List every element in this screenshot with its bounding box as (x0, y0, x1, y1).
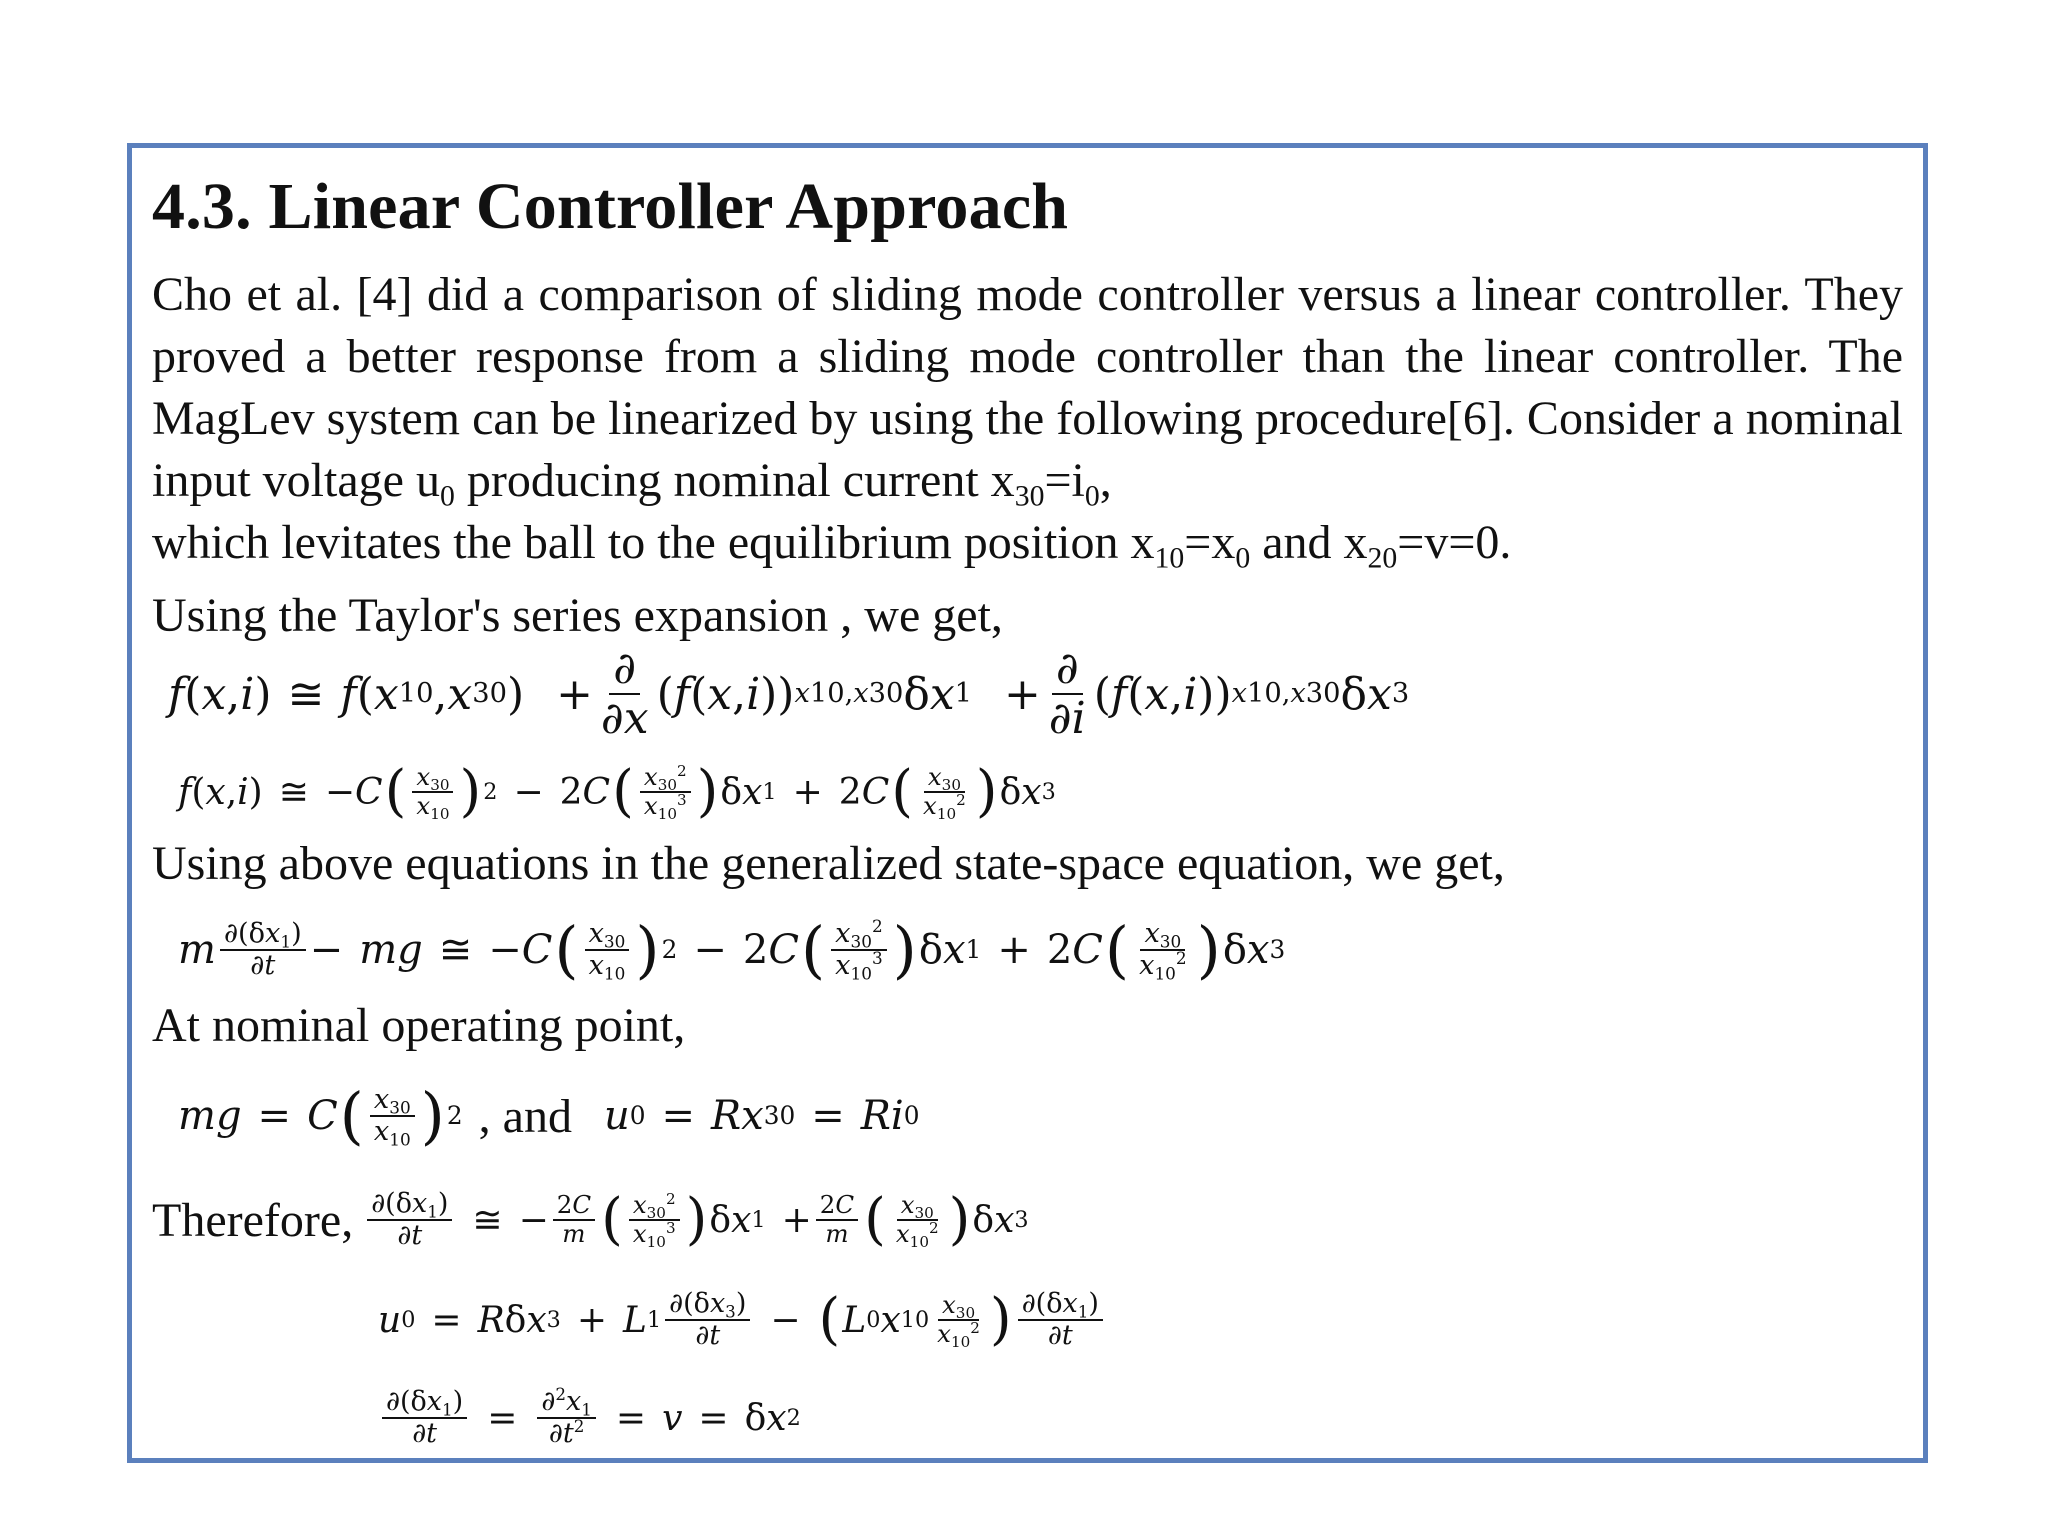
paragraph-text-6: =x (1184, 516, 1236, 569)
nominal-intro: At nominal operating point, (152, 999, 686, 1052)
section-title: 4.3. Linear Controller Approach (152, 170, 1069, 243)
paragraph-sub-x30: 30 (1014, 479, 1045, 513)
paragraph-sub-u0: 0 (439, 479, 455, 513)
paragraph-sub-x10: 10 (1154, 541, 1185, 575)
state-space-intro: Using above equations in the generalized state-space equation, we get, (152, 837, 1505, 890)
equation-voltage: u 0 = R δ x 3 + L 1 $\frac{\partial(\delta x_3)}{\partial t}$ − ( L 0 x 10 $\frac{x_{30}}{x_{10}^2}$ ) $\frac{\partial(\delta x_1)}{\partial t}$ (378, 1272, 1107, 1368)
paragraph-text-7: and x (1250, 516, 1368, 569)
equation-block-1 (152, 642, 1903, 1082)
equation-velocity: $\frac{\partial(\delta x_1)}{\partial t}$ = $\frac{\partial^2x_1}{\partial t^2}$ = v = δ x 2 (378, 1370, 801, 1466)
and-text: , and (478, 1089, 572, 1143)
intro-paragraph (152, 264, 1903, 574)
paragraph-sub-i0: 0 (1084, 479, 1100, 513)
equation-therefore: Therefore, $\frac{\partial(\delta x_1)}{\partial t}$ ≅ − $\frac{2C}{m}$ ( $\frac{x_{30}^2}{x_{10}^3}$ ) δ x 1 + $\frac{2C}{m}$ ( $\frac{x_{30}}{x_{10}^2}$ ) δ x 3 (152, 1187, 1029, 1253)
equation-state-space: m $\frac{\partial(\delta x_1)}{\partial t}$ − m g ≅ − C ( $\frac{x_{30}}{x_{10}}$ ) 2 − 2 C ( $\frac{x_{30}^2}{x_{10}^3}$ ) δ x 1 + 2 C ( $\frac{x_{30}}{x_{10}^2}$ ) δ x 3 (178, 913, 1286, 986)
slide-frame (127, 143, 1928, 1463)
paragraph-text-2: producing nominal current x (454, 454, 1015, 507)
therefore-text: Therefore, (152, 1193, 354, 1247)
paragraph-text-5: which levitates the ball to the equilibrium position x (152, 516, 1155, 569)
paragraph-text-8: =v=0. (1397, 516, 1512, 569)
slide-content (152, 162, 1903, 1458)
paragraph-sub-x0: 0 (1235, 541, 1251, 575)
paragraph-sub-x20: 20 (1367, 541, 1398, 575)
equation-nominal: m g = C ( $\frac{x_{30}}{x_{10}}$ ) 2 , and u 0 = R x 30 = R i 0 (178, 1079, 920, 1152)
equation-block-2 (152, 1066, 1903, 1458)
equation-taylor: f ( x , i ) ≅ f ( x 10 , x 30 ) + $\frac{\partial}{\partial x}$ ( f ( x , i )) x10,x30 δ x 1 + $\frac{\partial}{\partial i}$ ( f ( x , i )) x10,x30 δ x 3 (168, 642, 1410, 744)
paragraph-text-4: , (1099, 454, 1112, 507)
paragraph-text-1: Cho et al. [4] did a comparison of sliding mode controller versus a linear controller. They proved a better response from a sliding mode controller than the linear controller. The MagLev system can be linearized by using the following procedure[6]. Consider a nominal input voltage u (152, 268, 1903, 507)
equation-linearized-force: f ( x , i ) ≅ − C ( $\frac{x_{30}}{x_{10}}$ ) 2 − 2 C ( $\frac{x_{30}^2}{x_{10}^3}$ ) δ x 1 + 2 C ( $\frac{x_{30}}{x_{10}^2}$ ) δ x 3 (178, 759, 1056, 825)
paragraph-text-3: =i (1044, 454, 1085, 507)
taylor-intro: Using the Taylor's series expansion , we get, (152, 589, 1003, 642)
